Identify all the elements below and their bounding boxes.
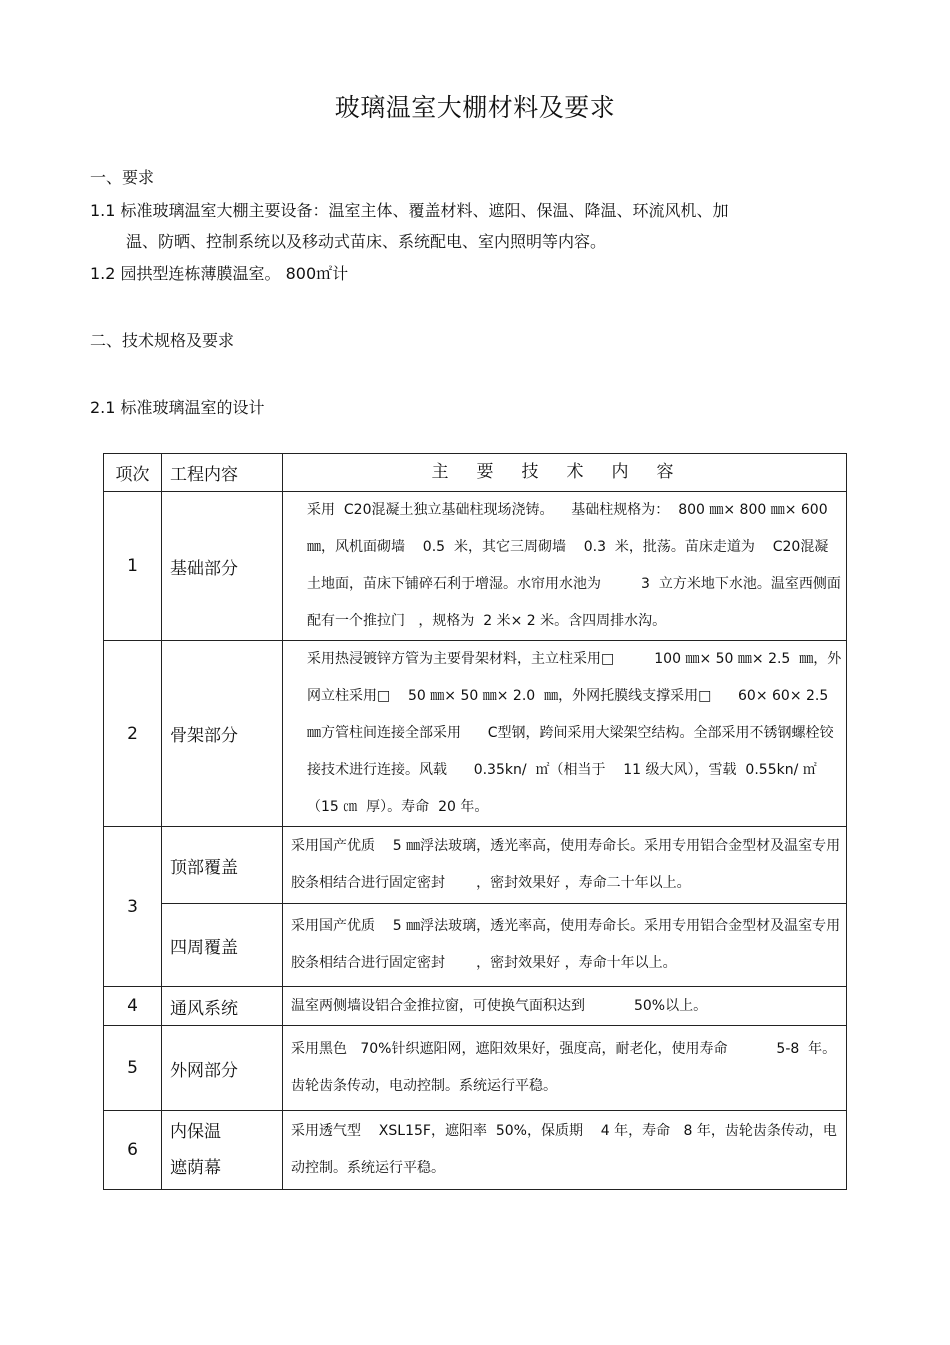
row-content — [283, 1026, 847, 1111]
row-content-text: 采用热浸镀锌方管为主要骨架材料，主立柱采用□ 100 ㎜× 50 ㎜× 2.5 ㎜，外网立柱采用□ 50 ㎜× 50 ㎜× 2.0 ㎜，外网托膜线支撑采用□ 60× 60× 2.5 ㎜方管柱间连接全部采用 C型钢，跨间采用大梁架空结构。全部采用不锈钢螺栓铰接技术进行连接。风载 0.35kn/ ㎡（相当于 11 级大风），雪载 0.55kn/ ㎡（15 ㎝ 厚）。寿命 20 年。 — [307, 651, 842, 815]
row-item — [162, 1111, 283, 1190]
row-item: 基础部分 — [162, 492, 283, 641]
row-content — [283, 641, 847, 827]
table-row — [104, 492, 847, 641]
header-content: 主要技术内容 — [283, 454, 847, 492]
row-no: 6 — [104, 1111, 162, 1190]
row-no: 4 — [104, 987, 162, 1026]
table-row — [104, 641, 847, 827]
row-item: 通风系统 — [162, 987, 283, 1026]
requirement-1-1-line-2: 温、防晒、控制系统以及移动式苗床、系统配电、室内照明等内容。 — [126, 232, 607, 251]
header-item: 工程内容 — [162, 454, 283, 492]
row-item-line-2: 遮荫幕 — [170, 1158, 221, 1178]
row-no: 5 — [104, 1026, 162, 1111]
header-no: 项次 — [104, 454, 162, 492]
table-row — [104, 987, 847, 1026]
row-no: 2 — [104, 641, 162, 827]
row-item-line-1: 内保温 — [170, 1122, 221, 1142]
row-content — [283, 827, 847, 904]
table-row — [104, 827, 847, 904]
row-item: 顶部覆盖 — [162, 827, 283, 904]
row-item: 骨架部分 — [162, 641, 283, 827]
row-content-text: 温室两侧墙设铝合金推拉窗，可使换气面积达到 50%以上。 — [291, 997, 708, 1014]
row-content — [283, 987, 847, 1026]
requirements-heading: 一、要求 — [90, 168, 155, 187]
tech-spec-heading: 二、技术规格及要求 — [90, 331, 235, 350]
spec-table — [103, 453, 847, 1190]
row-content-text: 采用国产优质 5 ㎜浮法玻璃，透光率高，使用寿命长。采用专用铝合金型材及温室专用胶条相结合进行固定密封 ，密封效果好 ，寿命二十年以上。 — [291, 838, 841, 891]
table-header-row — [104, 454, 847, 492]
row-content — [283, 1111, 847, 1190]
row-item: 外网部分 — [162, 1026, 283, 1111]
requirement-1-2: 1.2 园拱型连栋薄膜温室。 800㎡计 — [90, 264, 349, 283]
row-content — [283, 904, 847, 987]
table-row — [104, 1026, 847, 1111]
page-title: 玻璃温室大棚材料及要求 — [334, 93, 616, 122]
row-content-text: 采用国产优质 5 ㎜浮法玻璃，透光率高，使用寿命长。采用专用铝合金型材及温室专用胶条相结合进行固定密封 ，密封效果好 ，寿命十年以上。 — [291, 918, 841, 971]
table-row — [104, 904, 847, 987]
requirement-1-1-line-1: 1.1 标准玻璃温室大棚主要设备：温室主体、覆盖材料、遮阳、保温、降温、环流风机、加 — [90, 201, 729, 220]
row-no: 1 — [104, 492, 162, 641]
row-content-text: 采用透气型 XSL15F，遮阳率 50%，保质期 4 年，寿命 8 年，齿轮齿条传动，电动控制。系统运行平稳。 — [291, 1123, 837, 1176]
row-content — [283, 492, 847, 641]
row-no: 3 — [104, 827, 162, 987]
table-row — [104, 1111, 847, 1190]
design-heading: 2.1 标准玻璃温室的设计 — [90, 398, 265, 417]
row-content-text: 采用黑色 70%针织遮阳网，遮阳效果好，强度高，耐老化，使用寿命 5-8 年。齿轮齿条传动，电动控制。系统运行平稳。 — [291, 1041, 837, 1094]
row-content-text: 采用 C20混凝土独立基础柱现场浇铸。 基础柱规格为： 800 ㎜× 800 ㎜× 600 ㎜，风机面砌墙 0.5 米，其它三周砌墙 0.3 米，批荡。苗床走道为 C20混凝土地面，苗床下铺碎石利于增湿。水帘用水池为 3 立方米地下水池。温室西侧面配有一个推拉门 ，规格为 2 米× 2 米。含四周排水沟。 — [307, 502, 841, 629]
row-item: 四周覆盖 — [162, 904, 283, 987]
